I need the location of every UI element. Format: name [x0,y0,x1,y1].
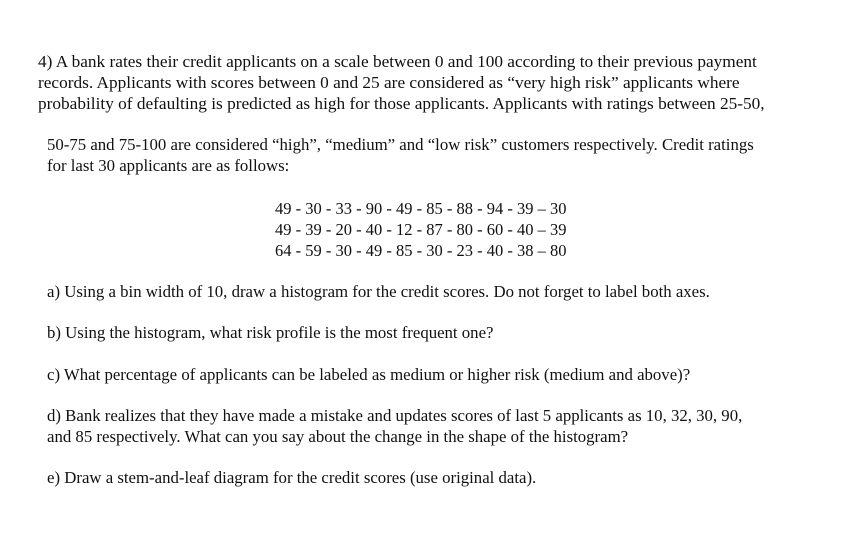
question-b [47,322,837,343]
intro-line: records. Applicants with scores between 0 and 25 are considered as “very high risk” applicants where [38,73,740,92]
question-line: and 85 respectively. What can you say about the change in the shape of the histogram? [47,427,629,446]
data-line: 49 - 30 - 33 - 90 - 49 - 85 - 88 - 94 - 39 – 30 [275,199,567,218]
question-line: c) What percentage of applicants can be labeled as medium or higher risk (medium and above)? [47,365,691,384]
question-c [47,364,837,385]
intro-line: for last 30 applicants are as follows: [47,156,290,175]
question-a [47,281,837,302]
data-line: 49 - 39 - 20 - 40 - 12 - 87 - 80 - 60 - 40 – 39 [275,220,567,239]
intro-line: 4) A bank rates their credit applicants on a scale between 0 and 100 according to their previous payment [38,52,757,71]
credit-scores-data [275,198,635,261]
question-d [47,405,837,447]
question-line: b) Using the histogram, what risk profile is the most frequent one? [47,323,494,342]
question-line: a) Using a bin width of 10, draw a histogram for the credit scores. Do not forget to label both axes. [47,282,710,301]
intro-line: 50-75 and 75-100 are considered “high”, “medium” and “low risk” customers respectively. Credit ratings [47,135,754,154]
problem-intro-continued [47,134,837,176]
question-e [47,467,837,488]
data-line: 64 - 59 - 30 - 49 - 85 - 30 - 23 - 40 - 38 – 80 [275,241,567,260]
question-line: d) Bank realizes that they have made a mistake and updates scores of last 5 applicants as 10, 32, 30, 90, [47,406,743,425]
intro-line: probability of defaulting is predicted as high for those applicants. Applicants with ratings between 25-50, [38,94,765,113]
problem-intro [38,51,838,114]
question-line: e) Draw a stem-and-leaf diagram for the credit scores (use original data). [47,468,537,487]
